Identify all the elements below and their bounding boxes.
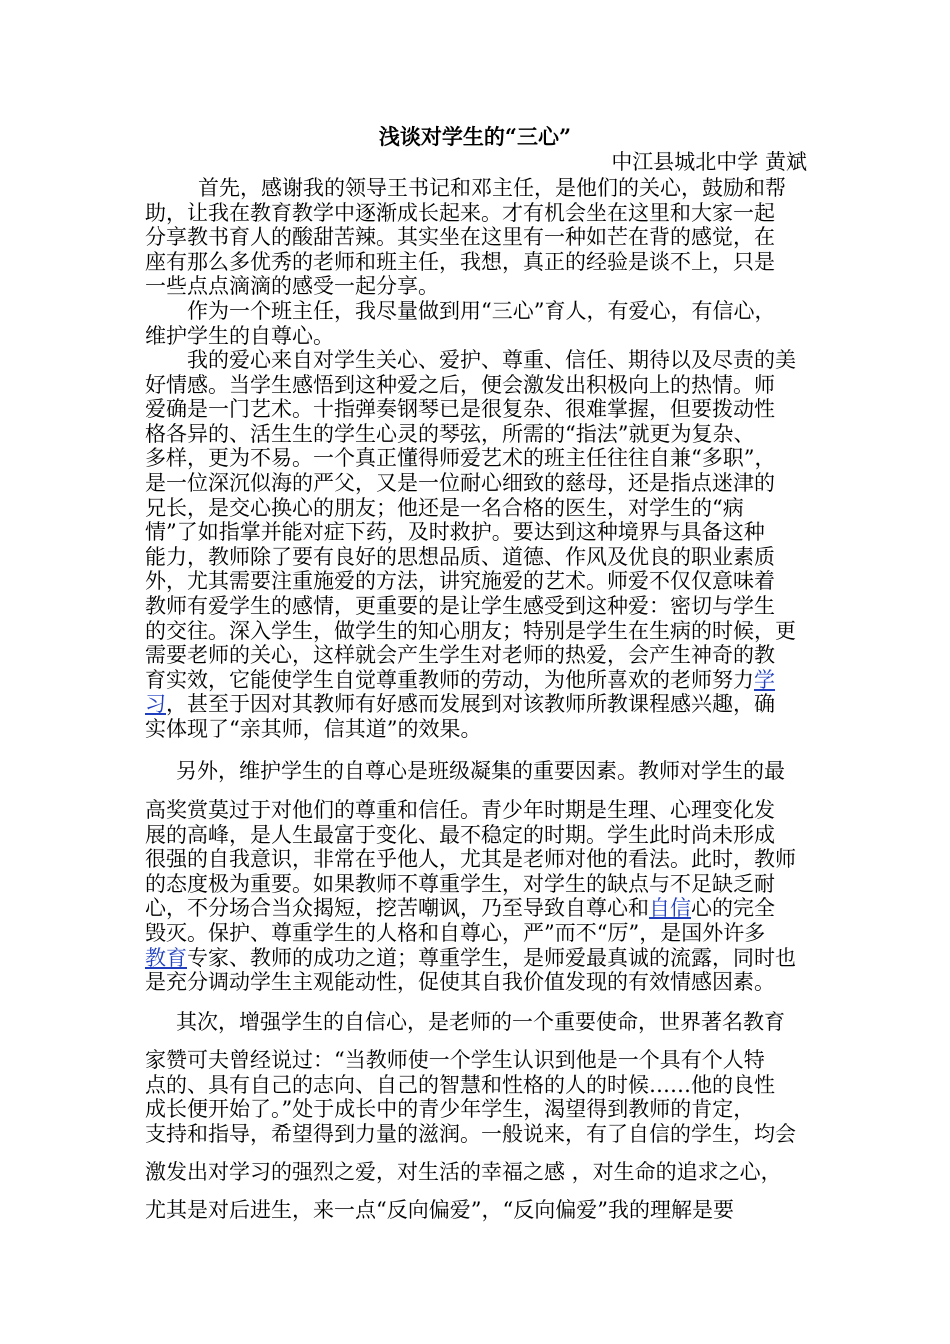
paragraph-intro-cont: [145, 201, 809, 299]
text-line: 的态度极为重要。如果教师不尊重学生，对学生的缺点与不足缺乏耐: [145, 871, 775, 896]
text-line: [145, 896, 809, 921]
text-line: 好情感。当学生感悟到这种爱之后，便会激发出积极向上的热情。师: [145, 372, 775, 397]
text-line: 是充分调动学生主观能动性，促使其自我价值发现的有效情感因素。: [145, 970, 775, 995]
text-line: [145, 668, 809, 693]
text-line: 能力，教师除了要有良好的思想品质、道德、作风及优良的职业素质: [145, 544, 775, 569]
paragraph-confidence-end: [145, 1198, 809, 1223]
text-line: 座有那么多优秀的老师和班主任，我想，真正的经验是谈不上，只是: [145, 249, 775, 274]
text-line: 尤其是对后进生，来一点“反向偏爱”，“反向偏爱”我的理解是要: [145, 1198, 734, 1222]
text-segment: 心，不分场合当众揭短，挖苦嘲讽，乃至导致自尊心和: [145, 896, 649, 921]
paragraph-confidence-first: [155, 1010, 809, 1035]
text-line: 首先，感谢我的领导王书记和邓主任，是他们的关心，鼓励和帮: [177, 176, 786, 200]
text-line: 教师有爱学生的感情，更重要的是让学生感受到这种爱：密切与学生: [145, 593, 775, 618]
text-segment: 专家、教师的成功之道；尊重学生，是师爱最真诚的流露，同时也: [187, 945, 796, 970]
text-line: 作为一个班主任，我尽量做到用“三心”育人，有爱心，有信心，: [166, 299, 776, 323]
text-line: 激发出对学习的强烈之爱，对生活的幸福之感 ，对生命的追求之心，: [145, 1160, 782, 1184]
study-link-cont[interactable]: 习: [145, 692, 166, 717]
text-line: 支持和指导，希望得到力量的滋润。一般说来，有了自信的学生，均会: [145, 1121, 796, 1146]
author-line: 中江县城北中学 黄斌: [611, 150, 807, 174]
paragraph-love: [145, 373, 809, 742]
text-segment: 育实效，它能使学生自觉尊重教师的劳动，为他所喜欢的老师努力: [145, 667, 754, 692]
text-line: 是一位深沉似海的严父，又是一位耐心细致的慈母，还是指点迷津的: [145, 470, 775, 495]
paragraph-love-first: [166, 348, 809, 373]
paragraph-confidence: [145, 1048, 809, 1146]
text-line: 一些点点滴滴的感受一起分享。: [145, 274, 439, 299]
text-line: 毁灭。保护、尊重学生的人格和自尊心，严”而不“厉”，是国外许多: [145, 920, 766, 945]
text-line: 点的、具有自己的志向、自己的智慧和性格的人的时候……他的良性: [145, 1072, 775, 1097]
text-line: 其次，增强学生的自信心，是老师的一个重要使命，世界著名教育: [155, 1010, 785, 1034]
text-line: 分享教书育人的酸甜苦辣。其实坐在这里有一种如芒在背的感觉，在: [145, 225, 775, 250]
text-line: 格各异的、活生生的学生心灵的琴弦，所需的“指法”就更为复杂、: [145, 421, 755, 446]
text-line: 兄长，是交心换心的朋友；他还是一名合格的医生，对学生的“病: [145, 495, 744, 520]
text-line: [145, 692, 809, 717]
paragraph-three-hearts: [166, 299, 809, 324]
text-line: 高奖赏莫过于对他们的尊重和信任。青少年时期是生理、心理变化发: [145, 798, 775, 822]
text-line: [145, 946, 809, 971]
text-line: 很强的自我意识，非常在乎他人，尤其是老师对他的看法。此时，教师: [145, 847, 796, 872]
text-line: 的交往。深入学生，做学生的知心朋友；特别是学生在生病的时候，更: [145, 618, 796, 643]
text-line: 展的高峰，是人生最富于变化、最不稳定的时期。学生此时尚未形成: [145, 822, 775, 847]
paragraph-confidence-cont: [145, 1160, 809, 1185]
text-line: 实体现了“亲其师，信其道”的效果。: [145, 716, 482, 741]
paragraph-self-respect-first: [155, 759, 809, 784]
education-link[interactable]: 教育: [145, 945, 187, 970]
text-line: 情”了如指掌并能对症下药，及时救护。要达到这种境界与具备这种: [145, 520, 765, 545]
text-line: 外，尤其需要注重施爱的方法，讲究施爱的艺术。师爱不仅仅意味着: [145, 569, 775, 594]
study-link[interactable]: 学: [754, 667, 775, 692]
text-segment: ，甚至于因对其教师有好感而发展到对该教师所教课程感兴趣，确: [166, 692, 775, 717]
paragraph-self-respect: [145, 798, 809, 995]
text-line: 家赞可夫曾经说过：“当教师使一个学生认识到他是一个具有个人特: [145, 1048, 765, 1072]
text-line: 成长便开始了。”处于成长中的青少年学生，渴望得到教师的肯定，: [145, 1097, 755, 1122]
text-line: 维护学生的自尊心。: [145, 323, 334, 348]
text-segment: 心的完全: [691, 896, 775, 921]
paragraph-three-hearts-cont: [145, 324, 809, 349]
text-line: 爱确是一门艺术。十指弹奏钢琴已是很复杂、很难掌握，但要拨动性: [145, 397, 775, 422]
confidence-link[interactable]: 自信: [649, 896, 691, 921]
text-line: 我的爱心来自对学生关心、爱护、尊重、信任、期待以及尽责的美: [166, 348, 796, 372]
document-title: 浅谈对学生的“三心”: [378, 124, 572, 149]
text-line: 需要老师的关心，这样就会产生学生对老师的热爱，会产生神奇的教: [145, 643, 775, 668]
paragraph-intro: [177, 176, 809, 201]
text-line: 助，让我在教育教学中逐渐成长起来。才有机会坐在这里和大家一起: [145, 200, 775, 225]
text-line: 多样，更为不易。一个真正懂得师爱艺术的班主任往往自兼“多职”，: [145, 446, 776, 471]
text-line: 另外，维护学生的自尊心是班级凝集的重要因素。教师对学生的最: [155, 759, 785, 783]
